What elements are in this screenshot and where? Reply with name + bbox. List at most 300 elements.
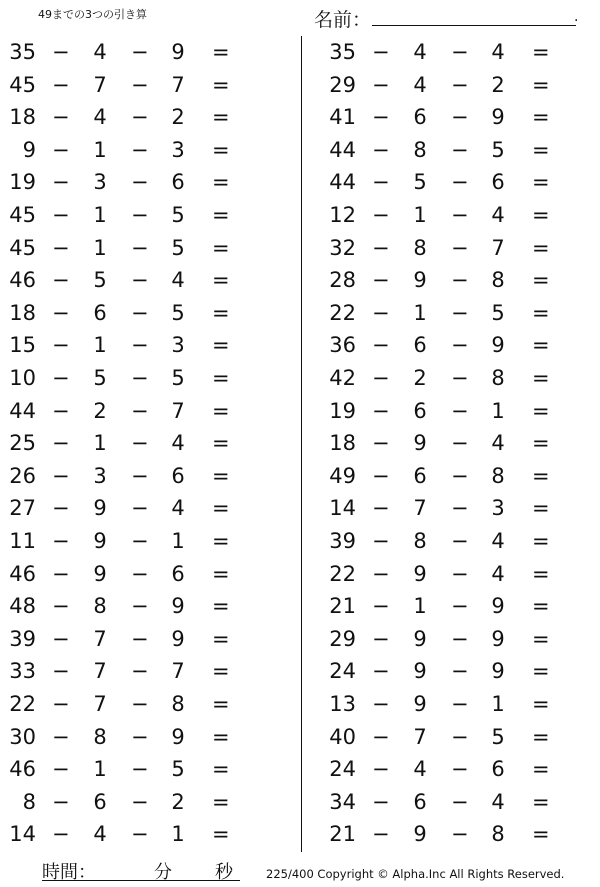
equals-sign: = <box>532 72 550 97</box>
minus-sign: − <box>451 659 469 684</box>
subtrahend-2: 4 <box>491 789 505 814</box>
equals-sign: = <box>212 72 230 97</box>
subtrahend-1: 9 <box>413 431 427 456</box>
subtrahend-2: 7 <box>171 659 185 684</box>
minus-sign: − <box>52 724 70 749</box>
subtrahend-1: 9 <box>413 268 427 293</box>
subtrahend-2: 7 <box>171 398 185 423</box>
equals-sign: = <box>532 561 550 586</box>
minus-sign: − <box>52 333 70 358</box>
equals-sign: = <box>532 822 550 847</box>
problem-row <box>0 623 280 656</box>
equals-sign: = <box>212 398 230 423</box>
equals-sign: = <box>212 757 230 782</box>
minus-sign: − <box>131 366 149 390</box>
equals-sign: = <box>212 40 230 64</box>
subtrahend-2: 6 <box>171 561 185 586</box>
equals-sign: = <box>532 268 550 293</box>
subtrahend-1: 7 <box>93 626 107 651</box>
minuend: 32 <box>329 235 356 260</box>
minus-sign: − <box>451 366 469 390</box>
subtrahend-2: 5 <box>491 724 505 749</box>
problem-row <box>0 688 280 721</box>
minuend: 10 <box>9 366 36 390</box>
equals-sign: = <box>532 496 550 521</box>
minuend: 22 <box>329 300 356 325</box>
problem-row <box>320 69 600 102</box>
equals-sign: = <box>532 203 550 227</box>
problem-row <box>0 395 280 428</box>
minus-sign: − <box>131 757 149 782</box>
equals-sign: = <box>532 626 550 651</box>
minus-sign: − <box>372 137 390 162</box>
subtrahend-1: 1 <box>93 757 107 782</box>
problem-row <box>320 101 600 134</box>
minus-sign: − <box>372 757 390 782</box>
minus-sign: − <box>451 692 469 716</box>
subtrahend-1: 5 <box>413 170 427 195</box>
time-field-line[interactable] <box>42 880 240 881</box>
equals-sign: = <box>532 692 550 716</box>
subtrahend-1: 9 <box>93 496 107 521</box>
problem-row <box>0 101 280 134</box>
minus-sign: − <box>451 561 469 586</box>
equals-sign: = <box>532 529 550 553</box>
minus-sign: − <box>451 137 469 162</box>
minuend: 44 <box>329 170 356 195</box>
subtrahend-1: 6 <box>413 105 427 130</box>
problem-row <box>0 199 280 232</box>
problem-row <box>320 232 600 265</box>
subtrahend-2: 1 <box>171 822 185 847</box>
minus-sign: − <box>131 203 149 227</box>
subtrahend-2: 4 <box>491 40 505 64</box>
problem-row <box>0 753 280 786</box>
minus-sign: − <box>131 529 149 553</box>
minuend: 22 <box>9 692 36 716</box>
equals-sign: = <box>532 724 550 749</box>
equals-sign: = <box>212 529 230 553</box>
subtrahend-2: 5 <box>171 300 185 325</box>
minus-sign: − <box>372 398 390 423</box>
minus-sign: − <box>52 300 70 325</box>
column-divider <box>301 36 302 852</box>
minus-sign: − <box>372 72 390 97</box>
equals-sign: = <box>532 789 550 814</box>
subtrahend-2: 3 <box>491 496 505 521</box>
minus-sign: − <box>451 105 469 130</box>
problem-row <box>320 427 600 460</box>
subtrahend-2: 9 <box>491 626 505 651</box>
problem-row <box>320 36 600 69</box>
minuend: 22 <box>329 561 356 586</box>
name-label: 名前： <box>314 9 372 31</box>
subtrahend-2: 3 <box>171 137 185 162</box>
minus-sign: − <box>52 40 70 64</box>
minuend: 26 <box>9 463 36 488</box>
subtrahend-2: 5 <box>171 757 185 782</box>
subtrahend-1: 6 <box>413 463 427 488</box>
equals-sign: = <box>212 333 230 358</box>
subtrahend-2: 4 <box>491 203 505 227</box>
minus-sign: − <box>52 203 70 227</box>
subtrahend-1: 8 <box>413 235 427 260</box>
minus-sign: − <box>52 692 70 716</box>
equals-sign: = <box>532 398 550 423</box>
subtrahend-1: 7 <box>413 724 427 749</box>
problem-row <box>0 721 280 754</box>
equals-sign: = <box>212 137 230 162</box>
problem-row <box>320 786 600 819</box>
equals-sign: = <box>212 789 230 814</box>
problem-row <box>320 590 600 623</box>
subtrahend-1: 6 <box>93 300 107 325</box>
problem-row <box>320 166 600 199</box>
subtrahend-1: 4 <box>413 757 427 782</box>
minuend: 19 <box>9 170 36 195</box>
equals-sign: = <box>212 300 230 325</box>
equals-sign: = <box>212 659 230 684</box>
subtrahend-1: 6 <box>413 333 427 358</box>
minuend: 35 <box>9 40 36 64</box>
problem-row <box>0 69 280 102</box>
minus-sign: − <box>131 692 149 716</box>
subtrahend-1: 9 <box>413 561 427 586</box>
minus-sign: − <box>131 594 149 619</box>
minus-sign: − <box>131 235 149 260</box>
equals-sign: = <box>532 235 550 260</box>
minus-sign: − <box>451 300 469 325</box>
problem-row <box>0 558 280 591</box>
minus-sign: − <box>451 463 469 488</box>
equals-sign: = <box>532 431 550 456</box>
subtrahend-1: 6 <box>413 398 427 423</box>
minuend: 28 <box>329 268 356 293</box>
problem-row <box>0 590 280 623</box>
subtrahend-2: 9 <box>171 594 185 619</box>
subtrahend-2: 5 <box>491 300 505 325</box>
minus-sign: − <box>451 757 469 782</box>
problem-row <box>0 460 280 493</box>
equals-sign: = <box>532 659 550 684</box>
problem-row <box>0 166 280 199</box>
problem-row <box>0 36 280 69</box>
equals-sign: = <box>532 300 550 325</box>
equals-sign: = <box>212 366 230 390</box>
minuend: 15 <box>9 333 36 358</box>
minus-sign: − <box>52 789 70 814</box>
minus-sign: − <box>451 431 469 456</box>
minus-sign: − <box>131 789 149 814</box>
subtrahend-2: 8 <box>491 366 505 390</box>
minus-sign: − <box>372 170 390 195</box>
equals-sign: = <box>532 137 550 162</box>
minus-sign: − <box>52 463 70 488</box>
problem-row <box>320 395 600 428</box>
problem-row <box>0 134 280 167</box>
equals-sign: = <box>212 594 230 619</box>
subtrahend-1: 9 <box>413 626 427 651</box>
name-field-line[interactable] <box>372 25 576 26</box>
worksheet-title: 49までの3つの引き算 <box>38 8 147 21</box>
subtrahend-2: 9 <box>491 659 505 684</box>
equals-sign: = <box>212 170 230 195</box>
subtrahend-1: 1 <box>413 594 427 619</box>
subtrahend-1: 6 <box>413 789 427 814</box>
minuend: 41 <box>329 105 356 130</box>
minus-sign: − <box>131 496 149 521</box>
minuend: 29 <box>329 626 356 651</box>
subtrahend-2: 5 <box>491 137 505 162</box>
minus-sign: − <box>52 594 70 619</box>
minus-sign: − <box>451 398 469 423</box>
subtrahend-1: 4 <box>413 40 427 64</box>
subtrahend-2: 4 <box>171 268 185 293</box>
subtrahend-2: 1 <box>491 692 505 716</box>
equals-sign: = <box>212 235 230 260</box>
minus-sign: − <box>451 594 469 619</box>
minus-sign: − <box>451 268 469 293</box>
minus-sign: − <box>372 333 390 358</box>
minus-sign: − <box>52 268 70 293</box>
problem-row <box>0 525 280 558</box>
minus-sign: − <box>131 463 149 488</box>
minus-sign: − <box>52 659 70 684</box>
subtrahend-2: 8 <box>491 463 505 488</box>
minus-sign: − <box>372 300 390 325</box>
minus-sign: − <box>52 757 70 782</box>
minuend: 13 <box>329 692 356 716</box>
subtrahend-1: 6 <box>93 789 107 814</box>
problem-row <box>320 558 600 591</box>
minus-sign: − <box>372 40 390 64</box>
subtrahend-2: 2 <box>491 72 505 97</box>
equals-sign: = <box>532 757 550 782</box>
minus-sign: − <box>131 105 149 130</box>
minuend: 30 <box>9 724 36 749</box>
minus-sign: − <box>131 40 149 64</box>
equals-sign: = <box>532 105 550 130</box>
minus-sign: − <box>52 137 70 162</box>
minus-sign: − <box>372 692 390 716</box>
minuend: 35 <box>329 40 356 64</box>
problem-row <box>320 362 600 395</box>
minuend: 14 <box>9 822 36 847</box>
subtrahend-1: 1 <box>93 137 107 162</box>
problem-row <box>0 492 280 525</box>
subtrahend-1: 4 <box>413 72 427 97</box>
minus-sign: − <box>372 496 390 521</box>
equals-sign: = <box>212 724 230 749</box>
subtrahend-1: 8 <box>413 529 427 553</box>
subtrahend-2: 8 <box>491 268 505 293</box>
minus-sign: − <box>131 170 149 195</box>
minus-sign: − <box>52 561 70 586</box>
problem-row <box>320 297 600 330</box>
subtrahend-2: 9 <box>171 724 185 749</box>
minus-sign: − <box>372 659 390 684</box>
subtrahend-2: 7 <box>171 72 185 97</box>
subtrahend-1: 9 <box>413 822 427 847</box>
equals-sign: = <box>212 268 230 293</box>
minus-sign: − <box>372 268 390 293</box>
subtrahend-2: 6 <box>491 170 505 195</box>
subtrahend-1: 1 <box>93 431 107 456</box>
equals-sign: = <box>212 561 230 586</box>
subtrahend-1: 9 <box>413 659 427 684</box>
minus-sign: − <box>372 105 390 130</box>
problem-row <box>320 460 600 493</box>
minus-sign: − <box>52 529 70 553</box>
minuend: 12 <box>329 203 356 227</box>
equals-sign: = <box>212 496 230 521</box>
equals-sign: = <box>532 170 550 195</box>
subtrahend-2: 6 <box>171 463 185 488</box>
equals-sign: = <box>212 431 230 456</box>
minuend: 46 <box>9 757 36 782</box>
minus-sign: − <box>131 626 149 651</box>
subtrahend-2: 9 <box>171 626 185 651</box>
minuend: 18 <box>9 105 36 130</box>
minus-sign: − <box>372 789 390 814</box>
problem-row <box>0 297 280 330</box>
minuend: 46 <box>9 561 36 586</box>
problem-row <box>320 753 600 786</box>
minus-sign: − <box>131 724 149 749</box>
minuend: 45 <box>9 235 36 260</box>
subtrahend-2: 7 <box>491 235 505 260</box>
seconds-label: 秒 <box>215 862 233 883</box>
problem-row <box>320 818 600 851</box>
minuend: 9 <box>22 137 36 162</box>
subtrahend-1: 4 <box>93 822 107 847</box>
minutes-label: 分 <box>154 862 172 883</box>
minus-sign: − <box>451 333 469 358</box>
equals-sign: = <box>532 40 550 64</box>
minuend: 49 <box>329 463 356 488</box>
subtrahend-1: 8 <box>93 724 107 749</box>
minuend: 21 <box>329 822 356 847</box>
minus-sign: − <box>52 398 70 423</box>
problem-row <box>320 199 600 232</box>
minus-sign: − <box>372 463 390 488</box>
minus-sign: − <box>131 333 149 358</box>
subtrahend-1: 1 <box>93 203 107 227</box>
minus-sign: − <box>131 561 149 586</box>
minuend: 36 <box>329 333 356 358</box>
minus-sign: − <box>131 822 149 847</box>
minus-sign: − <box>52 235 70 260</box>
subtrahend-2: 9 <box>491 333 505 358</box>
problem-row <box>0 329 280 362</box>
minuend: 42 <box>329 366 356 390</box>
minuend: 19 <box>329 398 356 423</box>
minuend: 18 <box>9 300 36 325</box>
minuend: 25 <box>9 431 36 456</box>
minuend: 14 <box>329 496 356 521</box>
minus-sign: − <box>372 235 390 260</box>
minus-sign: − <box>451 822 469 847</box>
minus-sign: − <box>131 137 149 162</box>
subtrahend-2: 2 <box>171 789 185 814</box>
minus-sign: − <box>451 496 469 521</box>
minus-sign: − <box>451 235 469 260</box>
equals-sign: = <box>212 822 230 847</box>
subtrahend-2: 8 <box>171 692 185 716</box>
subtrahend-1: 3 <box>93 170 107 195</box>
subtrahend-1: 5 <box>93 268 107 293</box>
problem-row <box>0 264 280 297</box>
subtrahend-1: 3 <box>93 463 107 488</box>
minus-sign: − <box>52 170 70 195</box>
equals-sign: = <box>532 333 550 358</box>
minus-sign: − <box>451 529 469 553</box>
minus-sign: − <box>52 366 70 390</box>
minus-sign: − <box>451 724 469 749</box>
minuend: 24 <box>329 757 356 782</box>
minuend: 44 <box>329 137 356 162</box>
minus-sign: − <box>131 398 149 423</box>
minuend: 46 <box>9 268 36 293</box>
problem-row <box>320 623 600 656</box>
copyright-text: 225/400 Copyright © Alpha.Inc All Rights Reserved. <box>266 867 565 881</box>
problem-row <box>320 525 600 558</box>
minuend: 45 <box>9 203 36 227</box>
subtrahend-1: 5 <box>93 366 107 390</box>
subtrahend-1: 2 <box>413 366 427 390</box>
minus-sign: − <box>372 561 390 586</box>
minus-sign: − <box>451 789 469 814</box>
minus-sign: − <box>52 496 70 521</box>
minuend: 24 <box>329 659 356 684</box>
subtrahend-2: 5 <box>171 235 185 260</box>
minuend: 39 <box>329 529 356 553</box>
minus-sign: − <box>372 626 390 651</box>
subtrahend-1: 7 <box>93 72 107 97</box>
minus-sign: − <box>372 724 390 749</box>
minuend: 40 <box>329 724 356 749</box>
minus-sign: − <box>451 40 469 64</box>
minus-sign: − <box>52 626 70 651</box>
subtrahend-2: 5 <box>171 203 185 227</box>
problem-row <box>320 134 600 167</box>
minus-sign: − <box>52 822 70 847</box>
minuend: 18 <box>329 431 356 456</box>
subtrahend-2: 1 <box>491 398 505 423</box>
minuend: 45 <box>9 72 36 97</box>
problem-row <box>0 232 280 265</box>
subtrahend-1: 4 <box>93 105 107 130</box>
minus-sign: − <box>451 203 469 227</box>
subtrahend-2: 6 <box>171 170 185 195</box>
subtrahend-2: 4 <box>491 431 505 456</box>
minus-sign: − <box>372 431 390 456</box>
equals-sign: = <box>532 366 550 390</box>
minus-sign: − <box>372 822 390 847</box>
subtrahend-1: 1 <box>413 300 427 325</box>
problem-row <box>320 688 600 721</box>
subtrahend-1: 7 <box>93 659 107 684</box>
subtrahend-1: 9 <box>413 692 427 716</box>
subtrahend-1: 8 <box>93 594 107 619</box>
subtrahend-2: 9 <box>171 40 185 64</box>
minus-sign: − <box>372 203 390 227</box>
minus-sign: − <box>52 105 70 130</box>
subtrahend-2: 4 <box>491 561 505 586</box>
subtrahend-2: 4 <box>171 496 185 521</box>
equals-sign: = <box>212 692 230 716</box>
minus-sign: − <box>372 594 390 619</box>
